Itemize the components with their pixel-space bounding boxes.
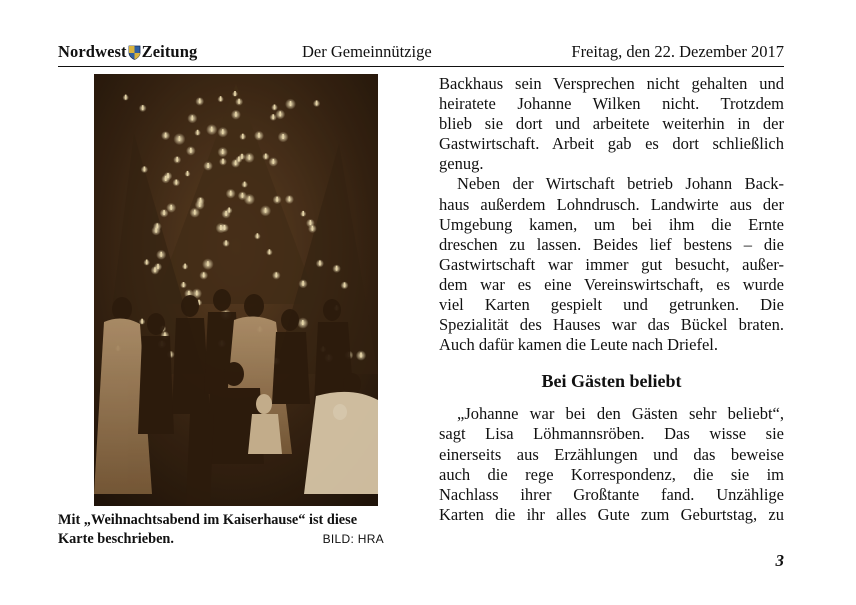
text-line: viel Karten gespielt und getrunken. Die — [439, 295, 784, 315]
caption-line-2-row — [58, 530, 384, 549]
text-line: dem war es eine Vereinswirtschaft, es wurde — [439, 274, 784, 294]
page-number: 3 — [775, 551, 784, 570]
text-line: sagt Lisa Löhmannsröben. Das wisse sie — [439, 424, 784, 444]
article-column — [439, 74, 784, 525]
text-line: Neben der Wirtschaft betrieb Johann Back- — [457, 174, 784, 194]
text-line: Auch dafür kamen die Leute nach Driefel. — [439, 335, 718, 355]
text-line: Umgebung kamen, um bei ihm die Ernte — [439, 214, 784, 234]
text-line: Nachlass ihrer Großtante fand. Unzählige — [439, 484, 784, 504]
paragraph-1 — [439, 74, 784, 174]
paragraph-3 — [439, 404, 784, 525]
text-line: heiratete Johanne Wilken nicht. Trotzdem — [439, 94, 784, 114]
sepia-postcard-image — [94, 74, 378, 506]
paragraph-2 — [439, 174, 784, 355]
text-line: blieb sie dort und arbeitete weiterhin in der — [439, 114, 784, 134]
text-line: „Johanne war bei den Gästen sehr beliebt“, — [457, 404, 784, 424]
subheading: Bei Gästen beliebt — [541, 371, 682, 392]
masthead-left: Nordwest — [58, 42, 127, 61]
text-line: haus außerdem Lohndrusch. Landwirte aus der — [439, 194, 784, 214]
text-line: genug. — [439, 154, 484, 174]
text-line: Backhaus sein Versprechen nicht gehalten und — [439, 74, 784, 93]
text-line: Gastwirtschaft. Arbeit gab es dort schließlich — [439, 134, 784, 154]
page-header — [58, 40, 784, 67]
caption-line-2: Karte beschrieben. — [58, 531, 174, 547]
caption-line-1: Mit „Weihnachtsabend im Kaiserhause“ ist diese — [58, 512, 358, 528]
photo-caption — [58, 511, 384, 549]
masthead — [58, 42, 197, 62]
section-name: Der Gemeinnützige — [302, 42, 432, 61]
text-line: auch die rege Korrespondenz, die sie im — [439, 464, 784, 484]
text-line: dreschen zu lassen. Beides lief bestens – die — [439, 234, 784, 254]
issue-date: Freitag, den 22. Dezember 2017 — [571, 42, 784, 61]
crest-icon — [128, 45, 141, 60]
text-line: Spezialität des Hauses war das Bückel braten. — [439, 315, 784, 335]
text-line: Karten die ihr alles Gute zum Geburtstag, zu — [439, 504, 784, 524]
text-line: einerseits aus Erzählungen und das beweise — [439, 444, 784, 464]
masthead-right: Zeitung — [141, 42, 198, 61]
text-line: Gastwirtschaft war immer gut besucht, außer- — [439, 254, 784, 274]
photo-credit: BILD: HRA — [322, 532, 384, 546]
historic-photograph — [94, 74, 378, 506]
